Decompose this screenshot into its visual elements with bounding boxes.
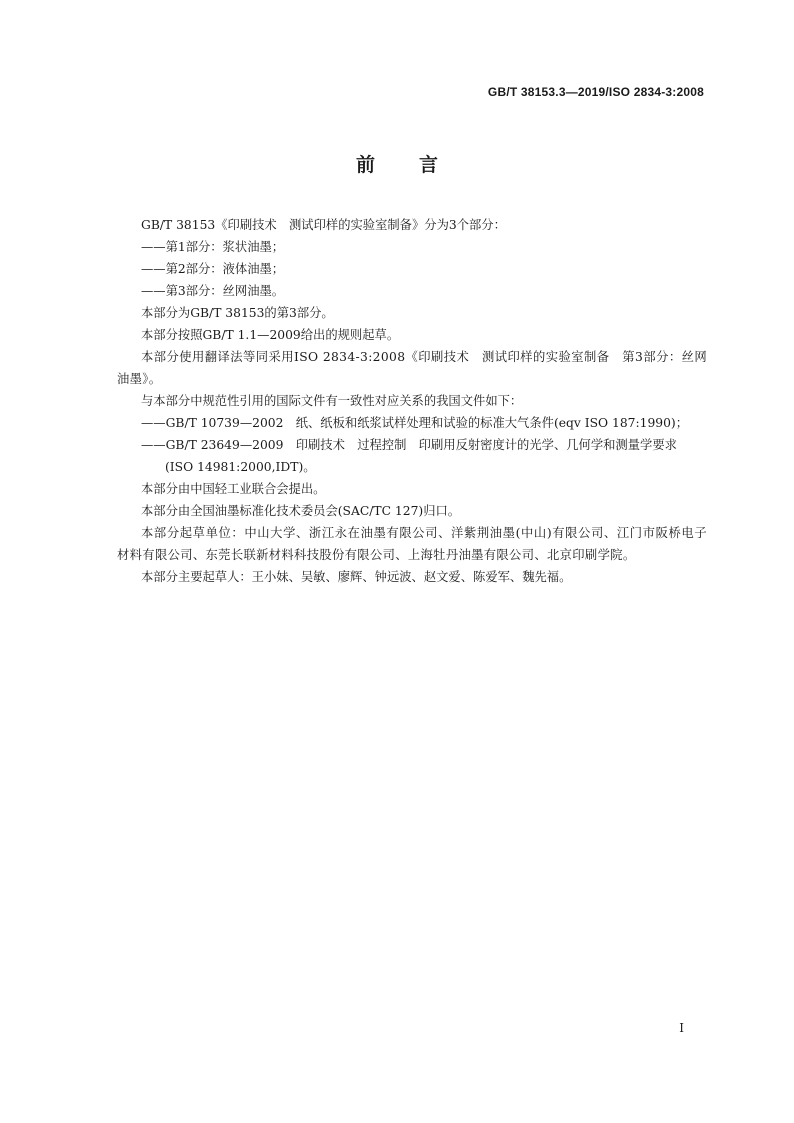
paragraph-part-statement: 本部分为GB/T 38153的第3部分。 (141, 306, 334, 320)
list-item-part-3: ——第3部分：丝网油墨。 (141, 284, 285, 298)
paragraph-drafting-rules: 本部分按照GB/T 1.1—2009给出的规则起草。 (141, 328, 400, 342)
list-item-part-1: ——第1部分：浆状油墨； (141, 240, 285, 254)
list-item-reference-1: ——GB/T 10739—2002 纸、纸板和纸浆试样处理和试验的标准大气条件(eqv ISO 187:1990)； (141, 416, 689, 430)
list-item-reference-2: ——GB/T 23649—2009 印刷技术 过程控制 印刷用反射密度计的光学、几何学和测量学要求 (141, 438, 677, 452)
paragraph-references-intro: 与本部分中规范性引用的国际文件有一致性对应关系的我国文件如下： (141, 394, 523, 408)
paragraph-administered-by: 本部分由全国油墨标准化技术委员会(SAC/TC 127)归口。 (141, 504, 461, 518)
list-item-reference-2-continuation: (ISO 14981:2000,IDT)。 (165, 460, 316, 474)
paragraph-drafters: 本部分主要起草人：王小妹、吴敏、廖辉、钟远波、赵文爱、陈爱军、魏先福。 (141, 570, 572, 584)
paragraph-proposed-by: 本部分由中国轻工业联合会提出。 (141, 482, 326, 496)
paragraph-adoption: 本部分使用翻译法等同采用ISO 2834-3:2008《印刷技术 测试印样的实验室制备 第3部分：丝网油墨》。 (117, 350, 707, 386)
page-number: I (679, 1021, 684, 1035)
page-title: 前言 (355, 154, 482, 176)
paragraph-parts-intro: GB/T 38153《印刷技术 测试印样的实验室制备》分为3个部分： (141, 218, 506, 232)
standard-code: GB/T 38153.3—2019/ISO 2834-3:2008 (487, 85, 704, 99)
foreword-body (117, 214, 707, 588)
paragraph-drafting-units: 本部分起草单位：中山大学、浙江永在油墨有限公司、洋紫荆油墨(中山)有限公司、江门市阪桥电子材料有限公司、东莞长联新材料科技股份有限公司、上海牡丹油墨有限公司、北京印刷学院。 (117, 526, 707, 562)
list-item-part-2: ——第2部分：液体油墨； (141, 262, 285, 276)
